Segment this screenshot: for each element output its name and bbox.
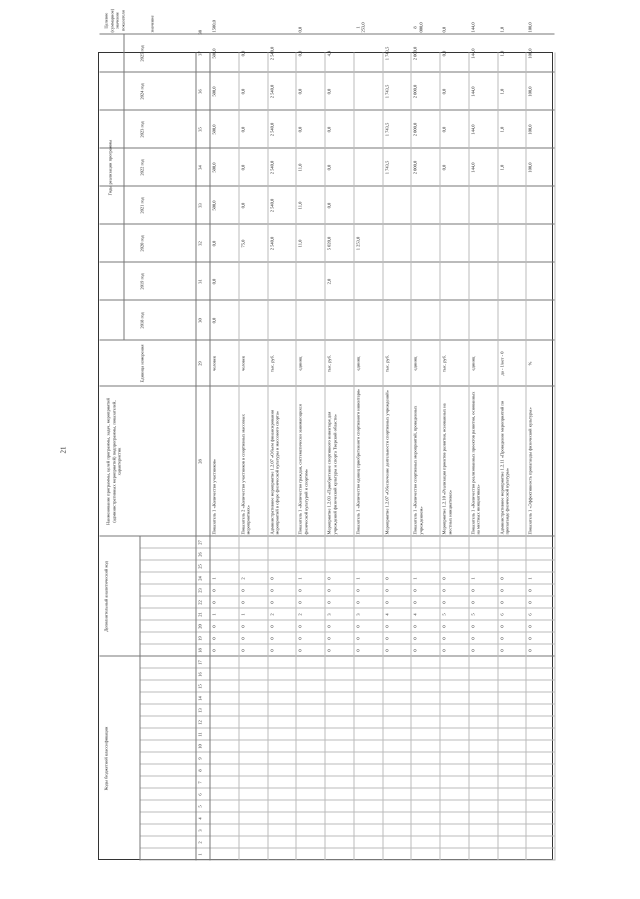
row-year-value: 2 540,0 [269, 236, 274, 251]
column-number: 19 [197, 636, 203, 641]
column-number: 27 [197, 540, 203, 545]
row-target-value: 1,0 [499, 26, 504, 33]
row-year-value: 2 540,0 [269, 160, 274, 175]
row-description: Показатель 1 «Количество реализованных проектов развития, основанных на местных инициативах» [470, 391, 481, 535]
row-year-value: 0,0 [297, 88, 303, 95]
grid-line [555, 53, 556, 861]
row-year-value: 5 020,0 [326, 236, 332, 251]
column-number: 35 [197, 127, 203, 132]
row-description: Показатель 1 «Количество участников» [211, 458, 217, 535]
code-digit: 0 [297, 589, 303, 592]
code-digit: 0 [211, 637, 217, 640]
row-year-value: 100,0 [527, 86, 533, 97]
code-digit: 0 [499, 589, 504, 592]
code-digit: 2 [269, 613, 274, 616]
row-year-value: 11,0 [297, 239, 303, 248]
code-digit: 0 [499, 577, 504, 580]
code-digit: 0 [527, 625, 533, 628]
code-digit: 0 [355, 637, 361, 640]
row-year-value: 2 540,0 [269, 46, 274, 61]
grid-line [100, 386, 555, 387]
code-digit: 6 [527, 613, 533, 616]
grid-line [526, 53, 527, 861]
row-target-value: 0,0 [441, 26, 447, 33]
row-description: Показатель 2 «Количество участников в спортивных массовых мероприятиях» [240, 414, 251, 535]
column-number: 4 [197, 817, 203, 820]
grid-line [100, 186, 555, 187]
code-digit: 0 [470, 637, 476, 640]
row-description: Административное мероприятие 1.2.11 «Проведение мероприятий по пропаганде физической культуры» [499, 400, 510, 535]
column-number: 14 [197, 696, 203, 701]
grid-line [140, 537, 141, 861]
code-digit: 0 [269, 589, 274, 592]
row-description: Мероприятие 1.2.07 «Обеспечение деятельности спортивных учреждений» [384, 390, 389, 535]
code-digit: 3 [326, 613, 332, 616]
column-number: 22 [197, 600, 203, 605]
row-year-value: 0,0 [441, 164, 447, 171]
column-number: 7 [197, 781, 203, 784]
row-year-value: 144,0 [470, 124, 476, 135]
grid-line [100, 536, 555, 537]
column-number: 18 [197, 648, 203, 653]
activity-title: Дополнительный аналитический код [103, 561, 109, 632]
year-header: 2023 год [139, 121, 145, 138]
row-year-value: 11,0 [297, 163, 303, 172]
code-digit: 0 [326, 625, 332, 628]
code-digit: 0 [384, 577, 389, 580]
grid-line [325, 53, 326, 861]
row-description: Показатель 1 «Количество единиц приобретенного спортивного инвентаря» [355, 388, 361, 535]
column-number: 30 [197, 318, 203, 323]
code-digit: 0 [412, 589, 418, 592]
column-number: 37 [197, 51, 203, 56]
row-year-value: 2 000,0 [412, 84, 418, 99]
row-year-value: 1,0 [499, 88, 504, 95]
row-target-value: 144,0 [470, 22, 476, 33]
code-digit: 0 [326, 601, 332, 604]
code-digit: 4 [412, 613, 418, 616]
row-description: Показатель 1 «Эффективность пропаганды физической культуры» [527, 407, 533, 535]
column-number: 36 [197, 89, 203, 94]
column-number: 11 [197, 732, 203, 737]
code-digit: 0 [499, 649, 504, 652]
row-year-value: 0,0 [240, 50, 246, 57]
code-digit: 1 [211, 577, 217, 580]
codes-title: Коды бюджетной классификации [103, 726, 109, 791]
code-digit: 1 [470, 577, 476, 580]
column-number: 38 [197, 30, 203, 35]
code-digit: 4 [384, 613, 389, 616]
code-digit: 0 [499, 637, 504, 640]
plan-title: Годы реализации программы [107, 139, 113, 196]
code-digit: 0 [527, 649, 533, 652]
row-unit: единиц [412, 356, 418, 371]
column-number: 9 [197, 757, 203, 760]
row-year-value: 0,0 [441, 126, 447, 133]
code-digit: 0 [269, 637, 274, 640]
row-year-value: 100,0 [527, 48, 533, 59]
year-header: 2025 год [139, 45, 145, 62]
row-unit: единиц [297, 356, 303, 371]
row-unit: человек [240, 355, 246, 372]
row-unit: тыс. руб. [269, 354, 274, 373]
grid-line [296, 53, 297, 861]
code-digit: 0 [355, 589, 361, 592]
code-digit: 0 [326, 577, 332, 580]
row-unit: тыс. руб. [441, 354, 447, 373]
code-digit: 0 [211, 649, 217, 652]
code-digit: 0 [297, 649, 303, 652]
code-digit: 2 [240, 577, 246, 580]
code-digit: 0 [297, 637, 303, 640]
row-year-value: 0,0 [326, 202, 332, 209]
grid-line [382, 53, 383, 861]
code-digit: 0 [527, 637, 533, 640]
code-digit: 0 [211, 601, 217, 604]
row-unit: тыс. руб. [326, 354, 332, 373]
code-digit: 0 [240, 601, 246, 604]
row-description: Мероприятие 1.2.03 «Приобретение спортивного инвентаря для учреждений физической культуры и спорта Тверской области» [326, 411, 337, 535]
column-number: 31 [197, 279, 203, 284]
code-digit: 0 [384, 649, 389, 652]
grid-line [210, 53, 211, 861]
unit-title: Единица измерения [139, 344, 145, 383]
row-year-value: 1 743,5 [384, 160, 389, 175]
row-target-value: 100,0 [527, 22, 533, 33]
year-title: 2018 год [139, 312, 145, 329]
column-number: 32 [197, 241, 203, 246]
code-digit: 1 [211, 613, 217, 616]
code-digit: 1 [297, 577, 303, 580]
code-digit: 1 [240, 613, 246, 616]
code-digit: 5 [470, 613, 476, 616]
code-digit: 0 [326, 589, 332, 592]
code-digit: 0 [355, 649, 361, 652]
column-number: 25 [197, 564, 203, 569]
column-number: 29 [197, 361, 203, 366]
row-year-value: 0,0 [240, 164, 246, 171]
code-digit: 5 [441, 613, 447, 616]
column-number: 3 [197, 829, 203, 832]
column-number: 5 [197, 805, 203, 808]
code-digit: 0 [326, 649, 332, 652]
row-year-value: 2 000,0 [412, 46, 418, 61]
grid-line [497, 53, 498, 861]
row-year-value: 2 540,0 [269, 198, 274, 213]
code-digit: 0 [240, 589, 246, 592]
code-digit: 0 [441, 649, 447, 652]
column-number: 12 [197, 720, 203, 725]
year-header: 2021 год [139, 197, 145, 214]
row-description: Административное мероприятие 1.2.07 «Объем финансирования мероприятий в сфере физической культуры и массового спорта» [269, 410, 280, 535]
code-digit: 1 [355, 577, 361, 580]
row-description: Показатель 1 «Количество граждан, систематически занимающихся физической культурой и спортом» [297, 404, 309, 535]
grid-line [100, 34, 555, 35]
row-year-value: 100,0 [527, 162, 533, 173]
row-year-value: 100,0 [527, 124, 533, 135]
row-target-value: 0,0 [297, 26, 303, 33]
program-table [100, 8, 555, 861]
code-digit: 0 [470, 601, 476, 604]
column-number: 2 [197, 841, 203, 844]
code-digit: 0 [470, 589, 476, 592]
row-year-value: 144,0 [470, 86, 476, 97]
code-digit: 0 [326, 637, 332, 640]
code-digit: 0 [384, 625, 389, 628]
code-digit: 0 [441, 625, 447, 628]
column-number: 8 [197, 769, 203, 772]
row-year-value: 1,0 [499, 50, 504, 57]
code-digit: 1 [527, 577, 533, 580]
code-digit: 0 [240, 649, 246, 652]
column-number: 24 [197, 576, 203, 581]
code-digit: 0 [269, 577, 274, 580]
row-year-value: 0,0 [211, 278, 217, 285]
row-year-value: 2 540,0 [269, 84, 274, 99]
column-number: 21 [197, 612, 203, 617]
grid-line [353, 53, 354, 861]
column-number: 33 [197, 203, 203, 208]
code-digit: 0 [441, 601, 447, 604]
code-digit: 0 [240, 637, 246, 640]
row-year-value: 1 743,5 [384, 84, 389, 99]
grid-line [100, 340, 555, 341]
row-year-value: 0,0 [297, 50, 303, 57]
row-year-value: 0,0 [441, 50, 447, 57]
column-number: 28 [197, 459, 203, 464]
grid-line [267, 53, 268, 861]
row-year-value: 0,0 [326, 88, 332, 95]
row-year-value: 500,0 [211, 48, 217, 59]
row-year-value: 500,0 [211, 124, 217, 135]
column-number: 16 [197, 672, 203, 677]
grid-line [124, 35, 125, 341]
code-digit: 0 [240, 625, 246, 628]
grid-line [468, 53, 469, 861]
document-sheet [98, 8, 553, 860]
code-digit: 0 [470, 649, 476, 652]
row-year-value: 500,0 [211, 162, 217, 173]
row-year-value: 0,0 [326, 164, 332, 171]
column-number: 23 [197, 588, 203, 593]
code-digit: 6 [499, 613, 504, 616]
row-year-value: 75,0 [240, 239, 246, 248]
row-year-value: 500,0 [211, 200, 217, 211]
code-digit: 0 [355, 625, 361, 628]
row-year-value: 11,0 [297, 201, 303, 210]
code-digit: 0 [499, 601, 504, 604]
code-digit: 0 [499, 625, 504, 628]
code-digit: 0 [527, 589, 533, 592]
row-unit: % [527, 361, 533, 366]
year-header: 2024 год [139, 83, 145, 100]
column-number: 6 [197, 793, 203, 796]
row-year-value: 1 743,5 [384, 46, 389, 61]
code-digit: 1 [412, 577, 418, 580]
code-digit: 0 [297, 601, 303, 604]
row-target-value: 8 000,0 [412, 22, 424, 33]
row-year-value: 0,0 [240, 88, 246, 95]
row-year-value: 0,0 [240, 202, 246, 209]
row-year-value: 0,0 [297, 126, 303, 133]
column-number: 1 [197, 853, 203, 856]
row-year-value: 0,0 [441, 88, 447, 95]
row-target-value: 1 253,0 [355, 22, 366, 33]
row-year-value: 1 253,0 [355, 236, 361, 251]
row-year-value: 1,0 [499, 126, 504, 133]
code-digit: 0 [470, 625, 476, 628]
row-year-value: 2 540,0 [269, 122, 274, 137]
row-year-value: 1,0 [499, 164, 504, 171]
code-digit: 0 [412, 637, 418, 640]
row-base-value: 0,0 [211, 317, 217, 324]
code-digit: 0 [384, 601, 389, 604]
grid-line [100, 110, 555, 111]
code-digit: 0 [527, 601, 533, 604]
code-digit: 0 [211, 625, 217, 628]
page-number: 21 [59, 446, 68, 454]
column-number: 13 [197, 708, 203, 713]
description-title: Наименование программы, целей программы, задач, мероприятий (административных мероприятий) подпрограммы, показателей, характеристик [105, 398, 122, 525]
row-year-value: 4,4 [326, 50, 332, 57]
code-digit: 0 [441, 589, 447, 592]
column-number: 26 [197, 552, 203, 557]
row-year-value: 144,0 [470, 48, 476, 59]
code-digit: 0 [412, 625, 418, 628]
row-description: Мероприятие 1.2.10 «Реализация проектов развития, основанных на местных инициативах» [441, 403, 452, 535]
code-digit: 0 [412, 649, 418, 652]
code-digit: 3 [355, 613, 361, 616]
column-number: 15 [197, 684, 203, 689]
column-number: 34 [197, 165, 203, 170]
row-year-value: 2 000,0 [412, 122, 418, 137]
row-target-value: 1500,0 [211, 20, 217, 33]
column-number: 10 [197, 744, 203, 749]
row-unit: тыс. руб. [384, 354, 389, 373]
target-value-title: значение [149, 15, 155, 33]
code-digit: 0 [269, 601, 274, 604]
code-digit: 0 [441, 577, 447, 580]
row-year-value: 500,0 [211, 86, 217, 97]
grid-line [100, 224, 555, 225]
year-header: 2019 год [139, 273, 145, 290]
code-digit: 0 [211, 589, 217, 592]
row-description: Показатель 1 «Количество спортивных мероприятий, проведенных учреждением» [412, 405, 424, 535]
code-digit: 0 [269, 625, 274, 628]
grid-line [100, 262, 555, 263]
code-digit: 0 [412, 601, 418, 604]
target-title: Целевое (суммарное) значение показателя [103, 8, 125, 33]
year-header: 2022 год [139, 159, 145, 176]
row-unit: человек [211, 355, 217, 372]
grid-line [196, 53, 197, 861]
code-digit: 0 [384, 589, 389, 592]
code-digit: 0 [355, 601, 361, 604]
grid-line [411, 53, 412, 861]
rotated-table [100, 8, 555, 861]
row-year-value: 2,0 [326, 278, 332, 285]
year-header: 2020 год [139, 235, 145, 252]
code-digit: 2 [297, 613, 303, 616]
code-digit: 0 [297, 625, 303, 628]
row-year-value: 144,0 [470, 162, 476, 173]
row-year-value: 2 000,0 [412, 160, 418, 175]
grid-line [440, 53, 441, 861]
grid-line [100, 148, 555, 149]
code-digit: 0 [441, 637, 447, 640]
grid-line [100, 72, 555, 73]
column-number: 17 [197, 660, 203, 665]
row-year-value: 0,0 [326, 126, 332, 133]
column-number: 20 [197, 624, 203, 629]
grid-line [238, 53, 239, 861]
row-year-value: 0,0 [211, 240, 217, 247]
code-digit: 0 [384, 637, 389, 640]
code-digit: 0 [269, 649, 274, 652]
grid-line [100, 300, 555, 301]
row-unit: единиц [470, 356, 476, 371]
row-year-value: 1 743,5 [384, 122, 389, 137]
row-year-value: 0,0 [240, 126, 246, 133]
row-unit: единиц [355, 356, 361, 371]
row-unit: да - 1/нет - 0 [499, 351, 504, 376]
